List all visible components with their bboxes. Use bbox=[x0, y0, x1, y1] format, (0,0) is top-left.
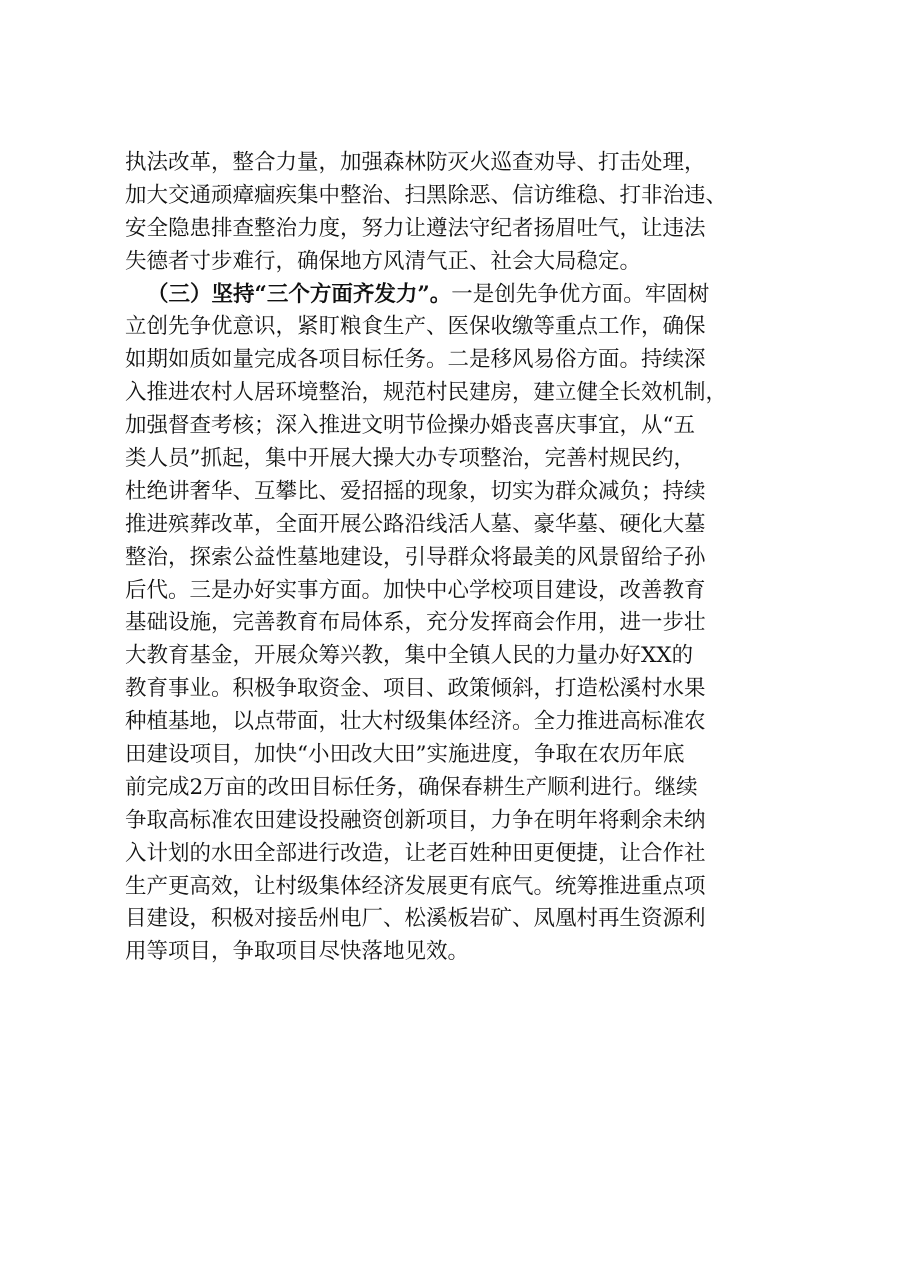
text-line: 执法改革，整合力量，加强森林防灭火巡查劝导、打击处理， bbox=[125, 150, 706, 175]
text-line: 加大交通顽瘴痼疾集中整治、扫黑除恶、信访维稳、打非治违、 bbox=[125, 182, 728, 208]
text-line: 加强督查考核；深入推进文明节俭操办婚丧喜庆事宜，从“五 bbox=[125, 413, 695, 439]
text-line: 目建设，积极对接岳州电厂、松溪板岩矿、凤凰村再生资源利 bbox=[125, 906, 706, 932]
text-line: 整治，探索公益性墓地建设，引导群众将最美的风景留给子孙 bbox=[125, 544, 706, 570]
text-line: 大教育基金，开展众筹兴教，集中全镇人民的力量办好XX的 bbox=[125, 643, 694, 669]
text-line: 种植基地，以点带面，壮大村级集体经济。全力推进高标准农 bbox=[125, 709, 706, 735]
text-line: 推进殡葬改革，全面开展公路沿线活人墓、豪华墓、硬化大墓 bbox=[125, 511, 706, 537]
text-line: 教育事业。积极争取资金、项目、政策倾斜，打造松溪村水果 bbox=[125, 676, 706, 702]
text-line: 入推进农村人居环境整治，规范村民建房，建立健全长效机制， bbox=[125, 380, 728, 406]
section-heading-line bbox=[125, 279, 825, 312]
body-text bbox=[125, 147, 825, 969]
text-line: 后代。三是办好实事方面。加快中心学校项目建设，改善教育 bbox=[125, 577, 706, 603]
section-heading: （三）坚持“三个方面齐发力”。 bbox=[147, 281, 452, 307]
text-line: 生产更高效，让村级集体经济发展更有底气。统筹推进重点项 bbox=[125, 873, 706, 899]
text-line: 用等项目，争取项目尽快落地见效。 bbox=[125, 939, 470, 965]
text-line: 入计划的水田全部进行改造，让老百姓种田更便捷，让合作社 bbox=[125, 840, 706, 866]
text-line: 基础设施，完善教育布局体系，充分发挥商会作用，进一步壮 bbox=[125, 610, 706, 636]
text-line: 安全隐患排查整治力度，努力让遵法守纪者扬眉吐气，让违法 bbox=[125, 215, 706, 241]
text-line: 田建设项目，加快“小田改大田”实施进度，争取在农历年底 bbox=[125, 742, 685, 768]
text-line: 前完成2万亩的改田目标任务，确保春耕生产顺利进行。继续 bbox=[125, 774, 698, 800]
text-line: 如期如质如量完成各项目标任务。二是移风易俗方面。持续深 bbox=[125, 347, 706, 373]
text-line: 争取高标准农田建设投融资创新项目，力争在明年将剩余未纳 bbox=[125, 807, 706, 833]
section-heading-rest: 一是创先争优方面。牢固树 bbox=[451, 281, 710, 307]
text-line: 失德者寸步难行，确保地方风清气正、社会大局稳定。 bbox=[125, 248, 642, 274]
text-line: 杜绝讲奢华、互攀比、爱招摇的现象，切实为群众减负；持续 bbox=[125, 478, 706, 504]
text-line: 立创先争优意识，紧盯粮食生产、医保收缴等重点工作，确保 bbox=[125, 314, 706, 340]
text-line: 类人员”抓起，集中开展大操大办专项整治，完善村规民约， bbox=[125, 446, 695, 472]
